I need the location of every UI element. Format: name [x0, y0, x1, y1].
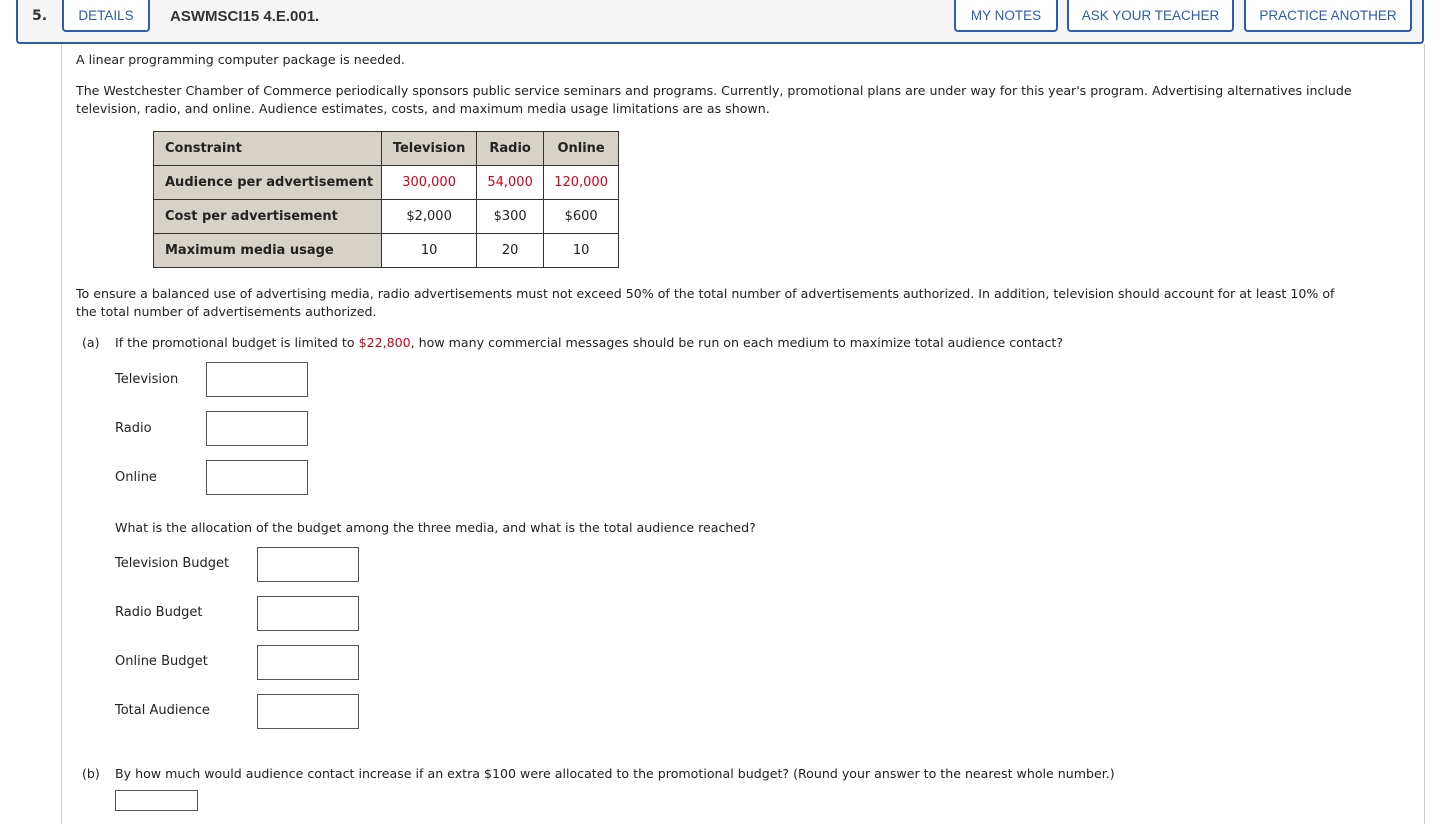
table-row: [154, 200, 619, 234]
header-television: Television: [382, 132, 477, 166]
part-a-question-prefix: If the promotional budget is limited to: [115, 335, 359, 350]
online-budget-input[interactable]: [257, 645, 359, 680]
media-table: [153, 131, 619, 268]
part-b-question: By how much would audience contact increase if an extra $100 were allocated to the promotional budget? (Round your answer to the nearest whole number.): [115, 766, 1115, 781]
audience-online: 120,000: [544, 166, 619, 200]
constraints-line-1: To ensure a balanced use of advertising media, radio advertisements must not exceed 50% of the total number of advertisements authorized. In addition, television should account for at least 10% of: [76, 286, 1335, 301]
intro-paragraph-line-2: television, radio, and online. Audience estimates, costs, and maximum media usage limitations are as shown.: [76, 101, 770, 116]
radio-count-input[interactable]: [206, 411, 308, 446]
radio-budget-label: Radio Budget: [115, 605, 203, 620]
max-online: 10: [544, 234, 619, 268]
intro-line: A linear programming computer package is needed.: [76, 52, 405, 67]
cost-radio: $300: [477, 200, 544, 234]
cost-television: $2,000: [382, 200, 477, 234]
television-budget-input[interactable]: [257, 547, 359, 582]
online-budget-label: Online Budget: [115, 654, 208, 669]
budget-allocation-question: What is the allocation of the budget among the three media, and what is the total audience reached?: [115, 520, 756, 535]
ask-your-teacher-button[interactable]: ASK YOUR TEACHER: [1067, 0, 1234, 32]
my-notes-button[interactable]: MY NOTES: [954, 0, 1058, 32]
details-button[interactable]: DETAILS: [62, 0, 150, 32]
television-count-input[interactable]: [206, 362, 308, 397]
question-header: [16, 0, 1424, 44]
table-row: [154, 166, 619, 200]
question-id: ASWMSCI15 4.E.001.: [170, 8, 320, 25]
max-television: 10: [382, 234, 477, 268]
audience-radio: 54,000: [477, 166, 544, 200]
part-b-marker: (b): [82, 766, 100, 781]
row-label-cost: Cost per advertisement: [154, 200, 382, 234]
radio-label: Radio: [115, 421, 152, 436]
table-row: [154, 234, 619, 268]
row-label-audience: Audience per advertisement: [154, 166, 382, 200]
radio-budget-input[interactable]: [257, 596, 359, 631]
part-a-question: [115, 334, 1063, 352]
header-radio: Radio: [477, 132, 544, 166]
question-number: 5.: [32, 8, 48, 24]
intro-paragraph-line-1: The Westchester Chamber of Commerce periodically sponsors public service seminars and programs. Currently, promotional plans are under way for this year's program. Advertising alternatives include: [76, 83, 1352, 98]
audience-increase-input[interactable]: [115, 790, 198, 811]
table-header-row: [154, 132, 619, 166]
audience-television: 300,000: [382, 166, 477, 200]
cost-online: $600: [544, 200, 619, 234]
total-audience-input[interactable]: [257, 694, 359, 729]
practice-another-button[interactable]: PRACTICE ANOTHER: [1244, 0, 1412, 32]
part-a-budget-value: $22,800: [358, 335, 411, 350]
header-constraint: Constraint: [154, 132, 382, 166]
television-budget-label: Television Budget: [115, 556, 230, 571]
header-online: Online: [544, 132, 619, 166]
row-label-max-usage: Maximum media usage: [154, 234, 382, 268]
part-a-question-suffix: , how many commercial messages should be run on each medium to maximize total audience contact?: [410, 335, 1064, 350]
television-label: Television: [115, 372, 179, 387]
online-count-input[interactable]: [206, 460, 308, 495]
max-radio: 20: [477, 234, 544, 268]
part-a-marker: (a): [82, 335, 100, 350]
online-label: Online: [115, 470, 157, 485]
total-audience-label: Total Audience: [115, 703, 210, 718]
constraints-line-2: the total number of advertisements authorized.: [76, 304, 377, 319]
